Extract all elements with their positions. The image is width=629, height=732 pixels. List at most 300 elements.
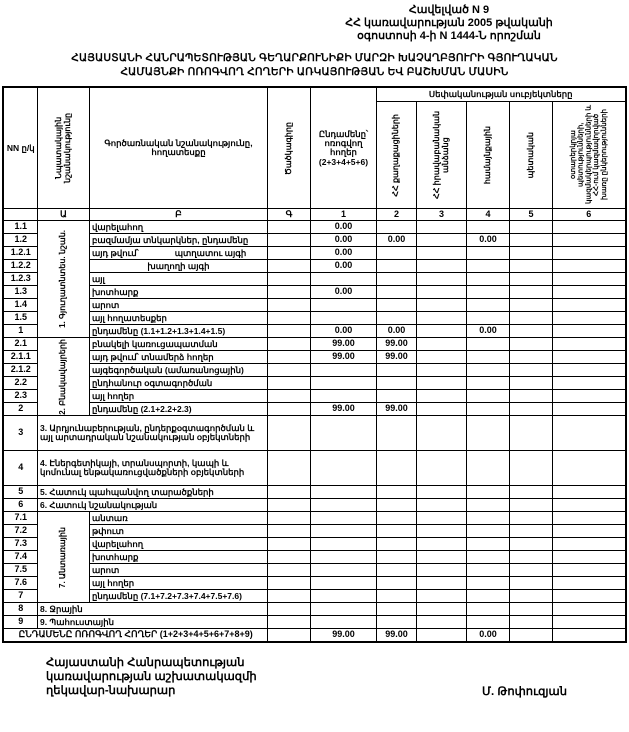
col-header-owner-foreign xyxy=(552,102,625,209)
value-cell xyxy=(466,551,509,564)
group-label-text: 7. Անտառային xyxy=(58,526,68,588)
value-cell xyxy=(552,390,625,403)
value-cell xyxy=(509,273,552,286)
table-row xyxy=(3,590,625,603)
value-cell xyxy=(552,234,625,247)
value-cell xyxy=(509,486,552,499)
value-cell xyxy=(376,577,416,590)
value-cell xyxy=(416,221,466,234)
appendix-line: ՀՀ կառավարության 2005 թվականի xyxy=(345,16,553,29)
nn-cell: 6 xyxy=(3,499,37,512)
value-cell xyxy=(376,564,416,577)
value-cell xyxy=(509,338,552,351)
value-cell xyxy=(376,273,416,286)
value-cell xyxy=(552,221,625,234)
value-cell xyxy=(552,416,625,451)
value-cell xyxy=(267,629,310,642)
signatory-line: ղեկավար-նախարար xyxy=(46,685,176,698)
table-row xyxy=(3,364,625,377)
table-row xyxy=(3,234,625,247)
value-cell xyxy=(552,351,625,364)
value-cell xyxy=(310,538,376,551)
nn-cell: 3 xyxy=(3,416,37,451)
value-cell xyxy=(509,364,552,377)
value-cell xyxy=(267,551,310,564)
value-cell xyxy=(376,312,416,325)
nn-cell: 8 xyxy=(3,603,37,616)
split-label xyxy=(92,249,265,258)
value-cell xyxy=(267,312,310,325)
land-type-label: 5. Հատուկ պահպանվող տարածքների xyxy=(37,486,267,499)
value-cell xyxy=(416,403,466,416)
value-cell xyxy=(509,538,552,551)
value-cell xyxy=(466,260,509,273)
value-cell xyxy=(267,273,310,286)
value-cell xyxy=(267,577,310,590)
value-cell xyxy=(466,312,509,325)
value-cell xyxy=(552,590,625,603)
value-cell xyxy=(509,629,552,642)
value-cell xyxy=(416,299,466,312)
value-cell xyxy=(509,512,552,525)
value-cell xyxy=(552,247,625,260)
value-cell xyxy=(416,416,466,451)
signatory-title xyxy=(46,656,257,699)
value-cell xyxy=(267,351,310,364)
value-cell: 0.00 xyxy=(376,234,416,247)
value-cell xyxy=(466,590,509,603)
value-cell xyxy=(466,273,509,286)
nn-cell: 2.3 xyxy=(3,390,37,403)
value-cell xyxy=(466,603,509,616)
nn-cell: 1.2.2 xyxy=(3,260,37,273)
value-cell xyxy=(416,577,466,590)
value-cell xyxy=(466,286,509,299)
value-cell xyxy=(509,499,552,512)
nn-cell: 7.5 xyxy=(3,564,37,577)
value-cell xyxy=(552,577,625,590)
value-cell xyxy=(509,221,552,234)
value-cell xyxy=(466,416,509,451)
letter-cell: 6 xyxy=(552,209,625,221)
value-cell xyxy=(552,312,625,325)
value-cell xyxy=(552,499,625,512)
nn-cell: 1.2.3 xyxy=(3,273,37,286)
value-cell xyxy=(310,377,376,390)
col-header-ownership-group: Սեփականության սուբյեկտները xyxy=(376,87,625,102)
value-cell xyxy=(310,525,376,538)
value-cell xyxy=(267,616,310,629)
value-cell xyxy=(416,260,466,273)
value-cell xyxy=(416,486,466,499)
value-cell xyxy=(376,525,416,538)
value-cell: 99.00 xyxy=(376,338,416,351)
value-cell: 99.00 xyxy=(376,403,416,416)
value-cell xyxy=(376,512,416,525)
value-cell xyxy=(552,551,625,564)
value-cell xyxy=(466,451,509,486)
table-body xyxy=(3,221,625,642)
value-cell xyxy=(310,551,376,564)
nn-cell: 2 xyxy=(3,403,37,416)
value-cell: 99.00 xyxy=(376,629,416,642)
value-cell xyxy=(509,603,552,616)
value-cell xyxy=(416,364,466,377)
value-cell xyxy=(376,499,416,512)
letter-cell: Գ xyxy=(267,209,310,221)
value-cell xyxy=(466,364,509,377)
value-cell xyxy=(376,286,416,299)
land-type-label: այլ հողեր xyxy=(89,390,267,403)
value-cell xyxy=(267,486,310,499)
land-type-label: ընդամենը (7.1+7.2+7.3+7.4+7.5+7.6) xyxy=(89,590,267,603)
value-cell xyxy=(267,364,310,377)
value-cell xyxy=(416,351,466,364)
nn-cell: 1.5 xyxy=(3,312,37,325)
value-cell xyxy=(310,512,376,525)
value-cell xyxy=(416,616,466,629)
value-cell xyxy=(267,390,310,403)
value-cell xyxy=(267,416,310,451)
nn-cell: 7.3 xyxy=(3,538,37,551)
nn-cell: 2.1.2 xyxy=(3,364,37,377)
table-row xyxy=(3,616,625,629)
nn-cell: 4 xyxy=(3,451,37,486)
value-cell xyxy=(509,590,552,603)
group-label xyxy=(37,338,89,416)
value-cell xyxy=(416,273,466,286)
value-cell xyxy=(267,286,310,299)
value-cell xyxy=(509,403,552,416)
value-cell xyxy=(509,286,552,299)
table-row xyxy=(3,499,625,512)
land-type-label: 8. Ջրային xyxy=(37,603,267,616)
land-type-label: այդ թվում՝ տնամերձ հողեր xyxy=(89,351,267,364)
nn-cell: 7.2 xyxy=(3,525,37,538)
land-type-label: խաղողի այգի xyxy=(89,260,267,273)
value-cell xyxy=(552,616,625,629)
land-type-label: այլ հողատեսքեր xyxy=(89,312,267,325)
value-cell xyxy=(310,616,376,629)
land-type-label: ընդամենը (1.1+1.2+1.3+1.4+1.5) xyxy=(89,325,267,338)
value-cell xyxy=(267,590,310,603)
value-cell xyxy=(552,486,625,499)
col-header-code-label: Ծածկագիրը xyxy=(283,121,293,175)
value-cell xyxy=(376,377,416,390)
land-type-label: արոտ xyxy=(89,564,267,577)
land-type-label: այլ xyxy=(89,273,267,286)
nn-cell: 7.6 xyxy=(3,577,37,590)
value-cell xyxy=(416,629,466,642)
value-cell xyxy=(376,616,416,629)
value-cell xyxy=(552,325,625,338)
value-cell xyxy=(376,221,416,234)
value-cell xyxy=(310,603,376,616)
value-cell: 0.00 xyxy=(310,234,376,247)
col-header-owner-citizens xyxy=(376,102,416,209)
value-cell xyxy=(466,577,509,590)
value-cell xyxy=(376,416,416,451)
letter-cell: Ա xyxy=(37,209,89,221)
value-cell xyxy=(466,486,509,499)
value-cell xyxy=(466,499,509,512)
letter-cell: 3 xyxy=(416,209,466,221)
value-cell xyxy=(552,260,625,273)
value-cell xyxy=(466,390,509,403)
value-cell xyxy=(376,590,416,603)
value-cell xyxy=(466,221,509,234)
value-cell xyxy=(310,486,376,499)
land-type-label: այլ հողեր xyxy=(89,577,267,590)
owner-label: ՀՀ իրավաբանական անձանց xyxy=(431,111,450,200)
land-type-label: բնակելի կառուցապատման xyxy=(89,338,267,351)
signature-block xyxy=(2,656,627,699)
value-cell xyxy=(552,286,625,299)
land-type-label: 6. Հատուկ նշանակության xyxy=(37,499,267,512)
value-cell xyxy=(509,299,552,312)
land-type-label: 4. Էներգետիկայի, տրանսպորտի, կապի և կոմունալ ենթակառուցվածքների օբյեկտների xyxy=(37,451,267,486)
appendix-note xyxy=(279,4,619,43)
nn-cell: 9 xyxy=(3,616,37,629)
title-line-1: ՀԱՅԱՍՏԱՆԻ ՀԱՆՐԱՊԵՏՈՒԹՅԱՆ ԳԵՂԱՐՔՈՒՆԻՔԻ ՄԱՐԶԻ ԽԱՉԱՂԲՅՈՒՐԻ ԳՅՈՒՂԱԿԱՆ xyxy=(71,51,558,64)
table-row xyxy=(3,629,625,642)
value-cell xyxy=(466,538,509,551)
value-cell xyxy=(509,390,552,403)
header-row-groups xyxy=(3,87,625,102)
table-row xyxy=(3,377,625,390)
nn-cell: 1.2.1 xyxy=(3,247,37,260)
table-row xyxy=(3,338,625,351)
col-header-purpose xyxy=(37,87,89,209)
value-cell xyxy=(552,377,625,390)
table-row xyxy=(3,312,625,325)
value-cell xyxy=(552,512,625,525)
table-row xyxy=(3,538,625,551)
value-cell xyxy=(310,299,376,312)
value-cell xyxy=(267,403,310,416)
value-cell xyxy=(552,403,625,416)
table-row xyxy=(3,603,625,616)
letter-cell: 5 xyxy=(509,209,552,221)
col-header-nn: NN ը/կ xyxy=(3,87,37,209)
value-cell xyxy=(310,273,376,286)
value-cell xyxy=(552,273,625,286)
value-cell xyxy=(509,247,552,260)
value-cell xyxy=(310,577,376,590)
signatory-line: Հայաստանի Հանրապետության xyxy=(46,656,245,669)
land-type-label: թփուտ xyxy=(89,525,267,538)
value-cell xyxy=(509,564,552,577)
value-cell xyxy=(267,377,310,390)
value-cell xyxy=(267,221,310,234)
value-cell xyxy=(466,338,509,351)
table-row xyxy=(3,486,625,499)
value-cell xyxy=(416,538,466,551)
land-type-label: վարելահող xyxy=(89,221,267,234)
value-cell xyxy=(416,590,466,603)
value-cell xyxy=(416,551,466,564)
value-cell xyxy=(466,351,509,364)
col-header-total: Ընդամենը՝ ոռոգվող հողեր (2+3+4+5+6) xyxy=(310,87,376,209)
value-cell xyxy=(376,247,416,260)
value-cell xyxy=(552,451,625,486)
table-row xyxy=(3,221,625,234)
value-cell xyxy=(466,525,509,538)
value-cell: 0.00 xyxy=(466,325,509,338)
value-cell xyxy=(376,299,416,312)
value-cell xyxy=(416,234,466,247)
value-cell xyxy=(416,286,466,299)
value-cell xyxy=(376,551,416,564)
value-cell xyxy=(416,325,466,338)
appendix-line: Հավելված N 9 xyxy=(408,4,490,16)
table-row xyxy=(3,351,625,364)
value-cell xyxy=(267,525,310,538)
value-cell: 0.00 xyxy=(376,325,416,338)
value-cell: 0.00 xyxy=(310,221,376,234)
table-row xyxy=(3,551,625,564)
value-cell xyxy=(376,603,416,616)
value-cell xyxy=(267,338,310,351)
land-type-label: խոտհարք xyxy=(89,286,267,299)
land-type-label: 9. Պահուստային xyxy=(37,616,267,629)
value-cell xyxy=(376,486,416,499)
value-cell xyxy=(552,538,625,551)
value-cell xyxy=(376,260,416,273)
value-cell xyxy=(310,499,376,512)
value-cell xyxy=(310,590,376,603)
signatory-name: Մ. Թոփուզյան xyxy=(481,685,567,698)
letter-cell: Բ xyxy=(89,209,267,221)
value-cell xyxy=(552,564,625,577)
value-cell xyxy=(376,390,416,403)
value-cell xyxy=(310,564,376,577)
value-cell xyxy=(509,312,552,325)
value-cell xyxy=(466,616,509,629)
letter-cell xyxy=(3,209,37,221)
owner-label: համայնքային xyxy=(482,126,492,185)
value-cell: 0.00 xyxy=(310,247,376,260)
value-cell xyxy=(267,234,310,247)
value-cell xyxy=(376,451,416,486)
land-type-label: բազմամյա տնկարկներ, ընդամենը xyxy=(89,234,267,247)
land-type-label: անտառ xyxy=(89,512,267,525)
land-type-label: ընդհանուր օգտագործման xyxy=(89,377,267,390)
value-cell xyxy=(310,390,376,403)
nn-cell: 1 xyxy=(3,325,37,338)
nn-cell: 7.4 xyxy=(3,551,37,564)
value-cell xyxy=(376,364,416,377)
value-cell xyxy=(509,260,552,273)
value-cell: 0.00 xyxy=(310,260,376,273)
value-cell xyxy=(509,551,552,564)
letter-cell: 4 xyxy=(466,209,509,221)
col-header-purpose-label: Նպատակային նշանակությունը xyxy=(53,113,72,184)
value-cell xyxy=(466,512,509,525)
col-header-owner-community xyxy=(466,102,509,209)
value-cell xyxy=(466,247,509,260)
value-cell xyxy=(376,538,416,551)
table-row xyxy=(3,273,625,286)
appendix-line: օգոստոսի 4-ի N 1444-Ն որոշման xyxy=(357,29,541,42)
col-header-functional: Գործառնական նշանակությունը, հողատեսքը xyxy=(89,87,267,209)
nn-cell: 1.1 xyxy=(3,221,37,234)
nn-cell: 2.1.1 xyxy=(3,351,37,364)
table-row xyxy=(3,403,625,416)
value-cell xyxy=(509,451,552,486)
value-cell xyxy=(466,377,509,390)
table-header xyxy=(3,87,625,221)
value-cell xyxy=(416,525,466,538)
value-cell xyxy=(267,603,310,616)
value-cell xyxy=(552,364,625,377)
group-label-text: 2. Բնակավայրերի xyxy=(58,338,68,415)
value-cell: 0.00 xyxy=(310,286,376,299)
value-cell xyxy=(552,299,625,312)
nn-cell: 5 xyxy=(3,486,37,499)
value-cell xyxy=(310,451,376,486)
signatory-line: կառավարության աշխատակազմի xyxy=(46,671,257,684)
table-row xyxy=(3,451,625,486)
table-row xyxy=(3,286,625,299)
value-cell xyxy=(416,390,466,403)
value-cell xyxy=(416,564,466,577)
value-cell xyxy=(267,512,310,525)
value-cell xyxy=(310,416,376,451)
value-cell xyxy=(416,338,466,351)
title-line-2: ՀԱՄԱՅՆՔԻ ՈՌՈԳՎՈՂ ՀՈՂԵՐԻ ԱՌԿԱՅՈՒԹՅԱՆ ԵՎ ԲԱՇԽՄԱՆ ՄԱՍԻՆ xyxy=(120,65,509,78)
value-cell: 0.00 xyxy=(466,629,509,642)
owner-label: պետական xyxy=(525,131,535,179)
value-cell: 0.00 xyxy=(310,325,376,338)
nn-cell: 7 xyxy=(3,590,37,603)
table-row xyxy=(3,525,625,538)
header-row-letters xyxy=(3,209,625,221)
value-cell xyxy=(509,377,552,390)
nn-cell: 2.2 xyxy=(3,377,37,390)
value-cell xyxy=(509,577,552,590)
value-cell xyxy=(466,299,509,312)
owner-label: ՀՀ քաղաքացիների xyxy=(391,113,401,197)
land-type-label: խոտհարք xyxy=(89,551,267,564)
value-cell xyxy=(509,234,552,247)
value-cell xyxy=(267,299,310,312)
value-cell xyxy=(509,616,552,629)
nn-cell: 1.2 xyxy=(3,234,37,247)
value-cell: 99.00 xyxy=(310,629,376,642)
value-cell xyxy=(416,377,466,390)
value-cell: 99.00 xyxy=(310,351,376,364)
value-cell: 99.00 xyxy=(310,403,376,416)
nn-cell: 2.1 xyxy=(3,338,37,351)
value-cell xyxy=(416,603,466,616)
table-row xyxy=(3,416,625,451)
letter-cell: 2 xyxy=(376,209,416,221)
value-cell xyxy=(416,247,466,260)
land-type-label xyxy=(89,247,267,260)
value-cell xyxy=(267,260,310,273)
value-cell xyxy=(552,629,625,642)
value-cell xyxy=(552,338,625,351)
value-cell xyxy=(416,512,466,525)
grand-total-label: ԸՆԴԱՄԵՆԸ ՈՌՈԳՎՈՂ ՀՈՂԵՐ (1+2+3+4+5+6+7+8+9) xyxy=(3,629,267,642)
land-type-label: ընդամենը (2.1+2.2+2.3) xyxy=(89,403,267,416)
value-cell xyxy=(267,451,310,486)
value-cell xyxy=(466,564,509,577)
nn-cell: 1.3 xyxy=(3,286,37,299)
value-cell xyxy=(310,364,376,377)
group-label xyxy=(37,221,89,338)
